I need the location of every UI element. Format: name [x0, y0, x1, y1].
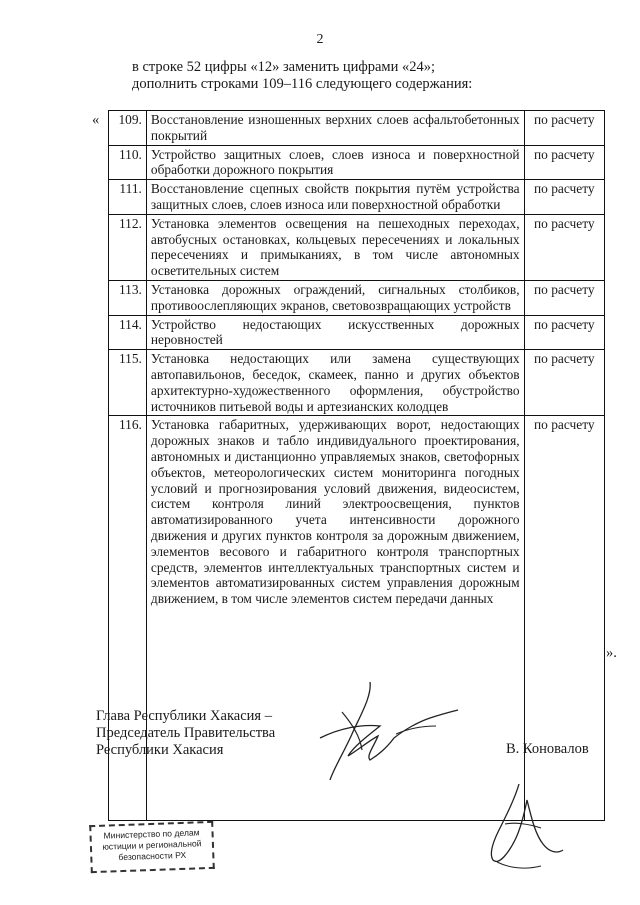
row-number: 109. — [109, 111, 147, 146]
row-number: 113. — [109, 280, 147, 315]
row-amount: по расчету — [524, 280, 604, 315]
row-description: Установка дорожных ограждений, сигнальных столбиков, противоослепляющих экранов, световозвращающих устройств — [146, 280, 524, 315]
signer-title-line-2: Председатель Правительства — [96, 725, 276, 741]
intro-line-1: в строке 52 цифры «12» заменить цифрами «24»; — [132, 59, 436, 75]
intro-text — [132, 59, 472, 93]
signer-title-line-3: Республики Хакасия — [96, 742, 224, 758]
row-amount: по расчету — [524, 214, 604, 280]
row-amount: по расчету — [524, 180, 604, 215]
signer-title-line-1: Глава Республики Хакасия – — [96, 708, 272, 724]
row-number: 114. — [109, 315, 147, 350]
stamp-line-2: юстиции и региональной — [102, 838, 202, 852]
row-number: 111. — [109, 180, 147, 215]
row-description: Восстановление изношенных верхних слоев асфальтобетонных покрытий — [146, 111, 524, 146]
table-row — [109, 180, 605, 215]
table-row — [109, 280, 605, 315]
row-description: Устройство недостающих искусственных дорожных неровностей — [146, 315, 524, 350]
row-amount: по расчету — [524, 416, 604, 821]
intro-line-2: дополнить строками 109–116 следующего содержания: — [132, 76, 473, 92]
row-number: 116. — [109, 416, 147, 821]
page-number: 2 — [316, 32, 324, 47]
row-amount: по расчету — [524, 111, 604, 146]
signer-position — [96, 708, 275, 759]
stamp-line-1: Министерство по делам — [103, 827, 200, 841]
row-number: 110. — [109, 145, 147, 180]
row-description: Восстановление сцепных свойств покрытия путём устройства защитных слоев, слоев износа или поверхностной обработки — [146, 180, 524, 215]
row-amount: по расчету — [524, 145, 604, 180]
closing-quote: ». — [606, 645, 617, 661]
row-number: 115. — [109, 350, 147, 416]
handwritten-signature — [300, 676, 460, 786]
signer-name: В. Коновалов — [506, 741, 589, 757]
row-amount: по расчету — [524, 350, 604, 416]
row-description: Установка элементов освещения на пешеходных переходах, автобусных остановках, кольцевых пересечениях и локальных пересечениях и примыканиях, в том числе автономных осветительных систем — [146, 214, 524, 280]
row-amount: по расчету — [524, 315, 604, 350]
row-number: 112. — [109, 214, 147, 280]
stamp-line-3: безопасности РХ — [118, 849, 187, 863]
table-row — [109, 214, 605, 280]
table-row — [109, 111, 605, 146]
table-row — [109, 315, 605, 350]
opening-quote: « — [92, 112, 100, 128]
table-row — [109, 145, 605, 180]
row-description: Установка габаритных, удерживающих ворот, недостающих дорожных знаков и табло индивидуального проектирования, автономных и дистанционно управляемых знаков, светофорных объектов, метеорологических систем мониторинга погодных условий и прогнозирования условий движения, видеосистем, систем контроля линий электроосвещения, пунктов автоматизированного учета интенсивности дорожного движения и других пунктов контроля за дорожным движением, элементов весового и габаритного контроля транспортных средств, элементов интеллектуальных транспортных систем и элементов автоматизированных систем управления дорожным движением, в том числе элементов систем передачи данных — [146, 416, 524, 821]
handwritten-visa — [485, 780, 565, 875]
row-description: Установка недостающих или замена существующих автопавильонов, беседок, скамеек, панно и других объектов архитектурно-художественного оформления, обустройство источников питьевой воды и артезианских колодцев — [146, 350, 524, 416]
table-row — [109, 350, 605, 416]
row-description: Устройство защитных слоев, слоев износа и поверхностной обработки дорожного покрытия — [146, 145, 524, 180]
ministry-stamp — [89, 821, 215, 873]
